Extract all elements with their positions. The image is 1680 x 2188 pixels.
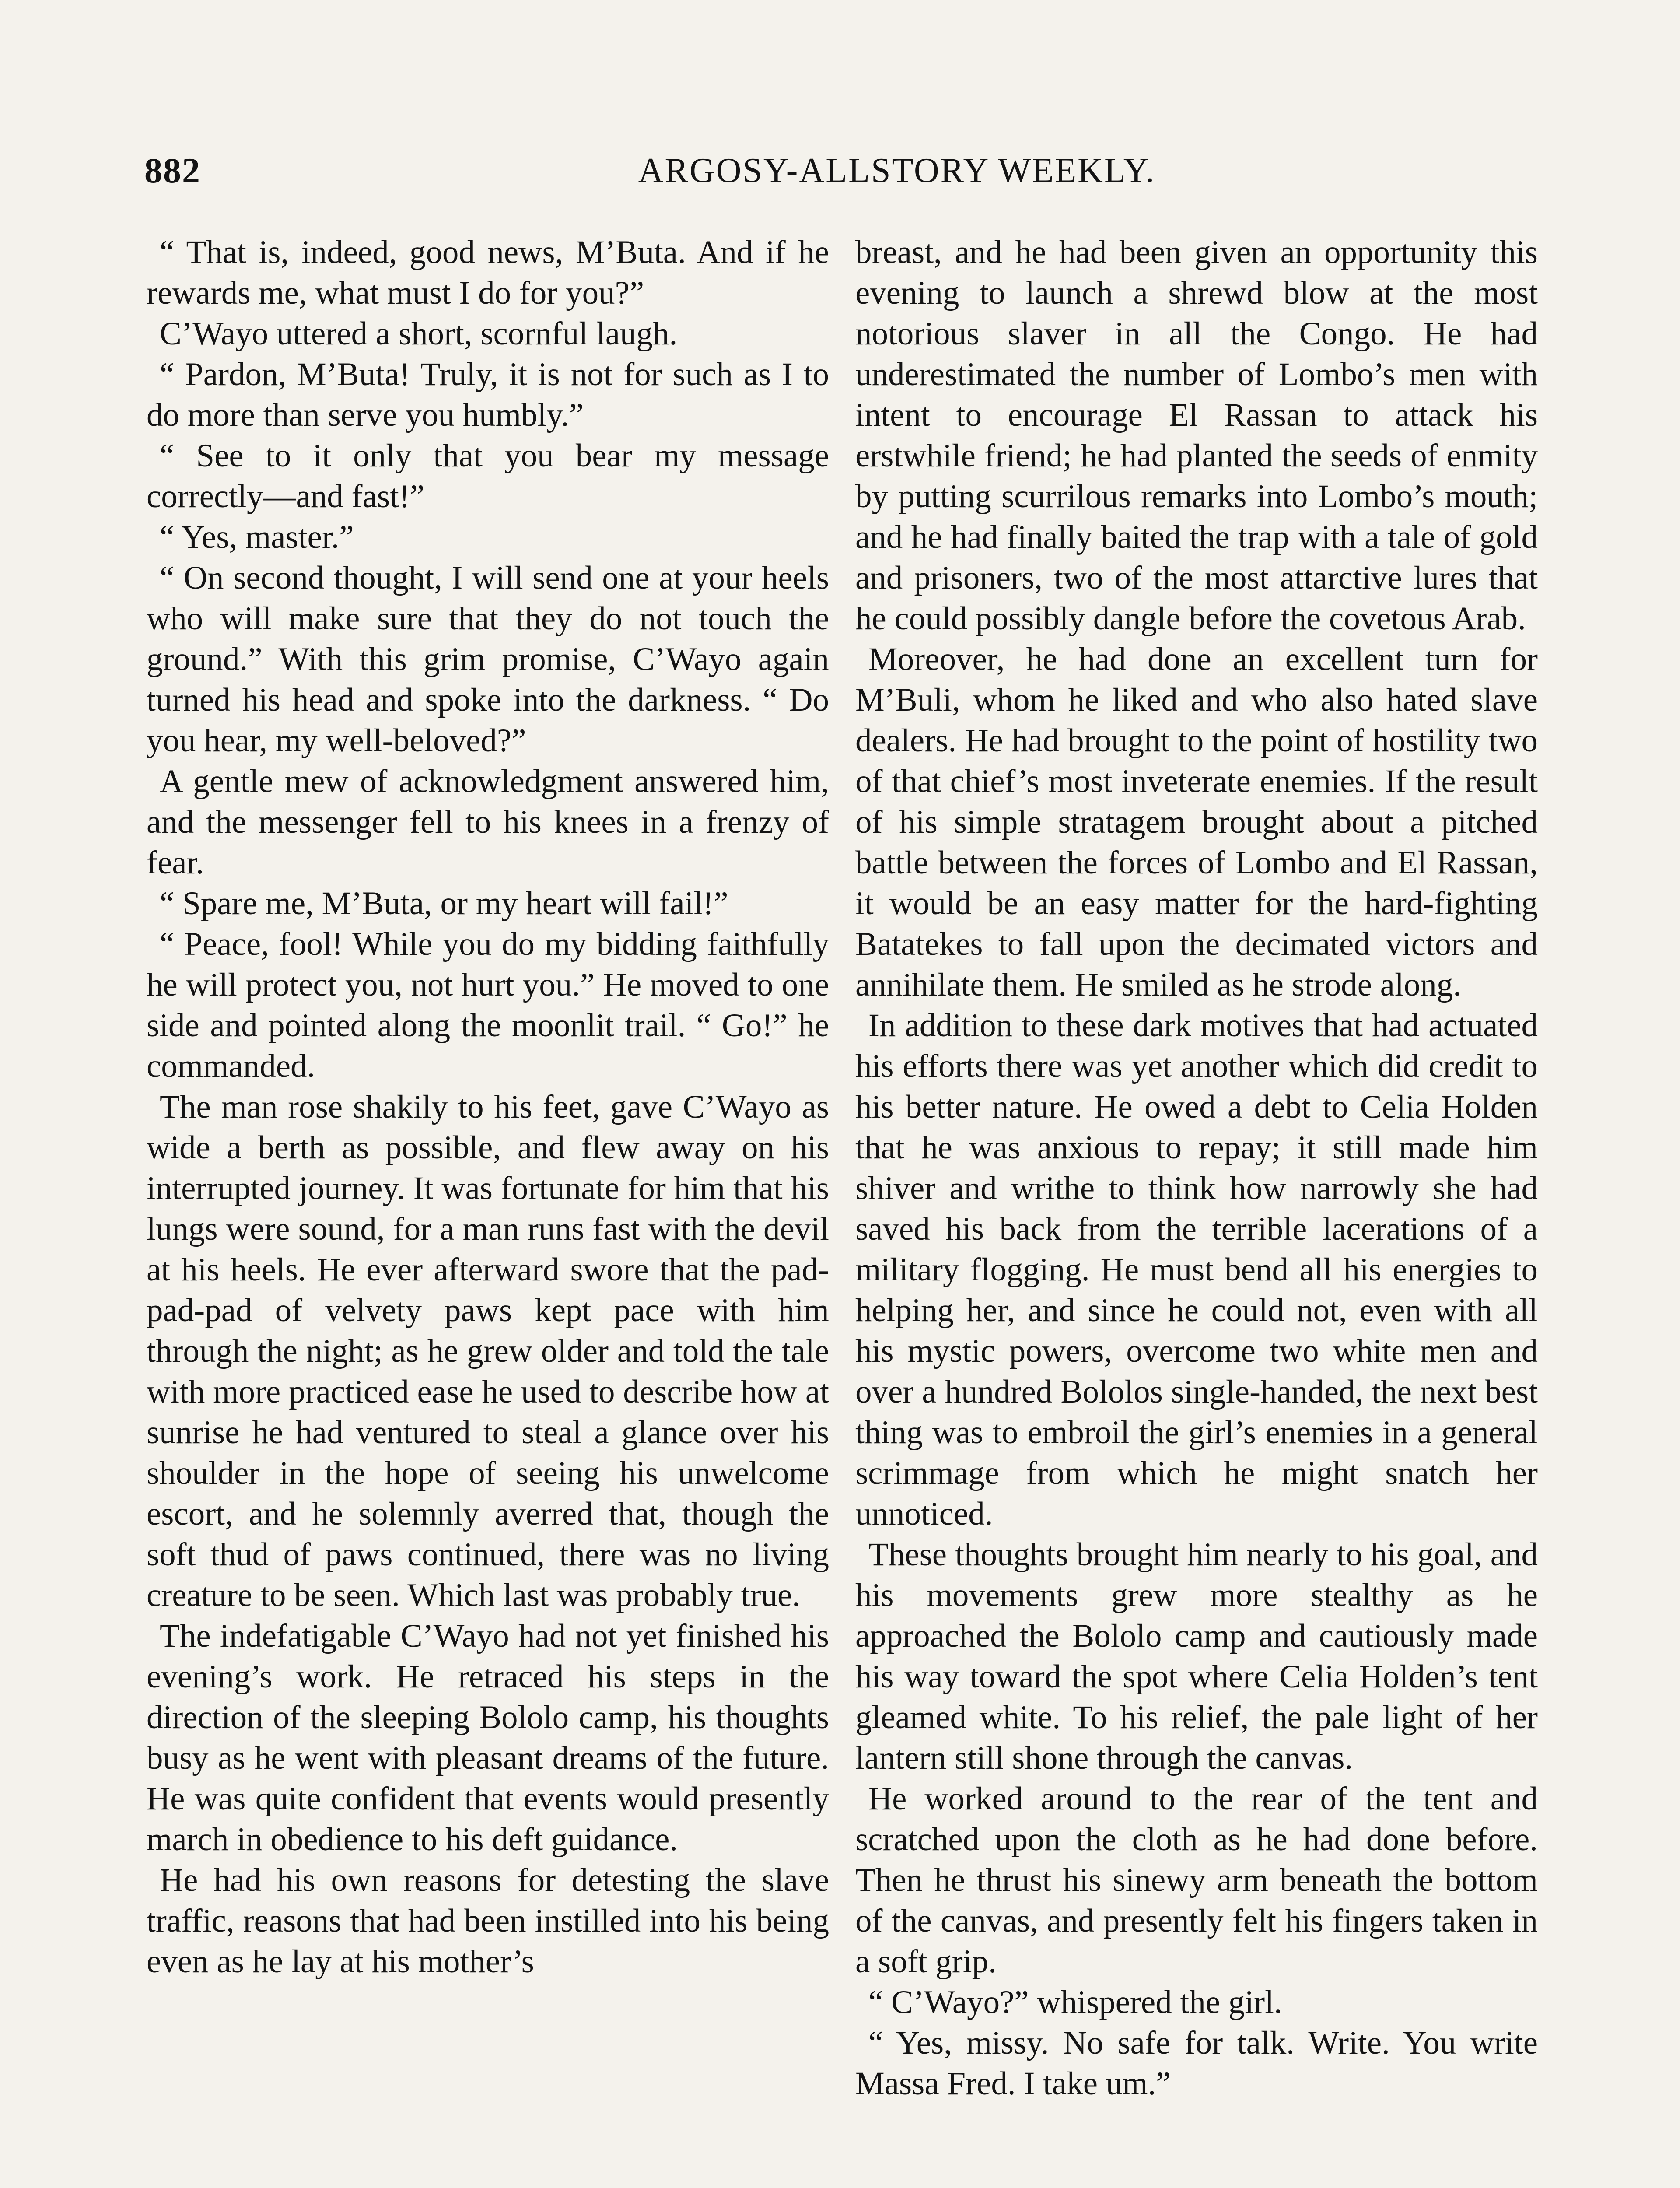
paragraph: The indefatigable C’Wayo had not yet finished his evening’s work. He retraced his steps in the direction of the sleeping Bololo camp, his thoughts busy as he went with pleasant dreams of the future. He was quite confident that events would presently march in obedience to his deft guidance.	[147, 1618, 829, 1858]
paragraph: breast, and he had been given an opportunity this evening to launch a shrewd blow at the most notorious slaver in all the Congo. He had underestimated the number of Lombo’s men with intent to encourage El Rassan to attack his erstwhile friend; he had planted the seeds of enmity by putting scurrilous remarks into Lombo’s mouth; and he had finally baited the trap with a tale of gold and prisoners, two of the most attarctive lures that he could possibly dangle before the covetous Arab.	[855, 234, 1538, 637]
paragraph: In addition to these dark motives that had actuated his efforts there was yet another which did credit to his better nature. He owed a debt to Celia Holden that he was anxious to repay; it still made him shiver and writhe to think how narrowly she had saved his back from the terrible lacerations of a military flogging. He must bend all his energies to helping her, and since he could not, even with all his mystic powers, overcome two white men and over a hundred Bololos single-handed, the next best thing was to embroil the girl’s enemies in a general scrimmage from which he might snatch her unnoticed.	[855, 1007, 1538, 1532]
left-column	[147, 232, 829, 1982]
paragraph: “ See to it only that you bear my message correctly—and fast!”	[147, 438, 829, 515]
paragraph: “ Yes, master.”	[160, 519, 354, 555]
page-header	[144, 144, 1649, 197]
page-number: 882	[144, 151, 201, 190]
paragraph: “ Pardon, M’Buta! Truly, it is not for such as I to do more than serve you humbly.”	[147, 356, 829, 433]
paragraph: He had his own reasons for detesting the slave traffic, reasons that had been instilled into his being even as he lay at his mother’s	[147, 1862, 829, 1980]
right-column	[855, 232, 1538, 2104]
paragraph: The man rose shakily to his feet, gave C’Wayo as wide a berth as possible, and flew away on his interrupted journey. It was fortunate for him that his lungs were sound, for a man runs fast with the devil at his heels. He ever afterward swore that the pad-pad-pad of velvety paws kept pace with him through the night; as he grew older and told the tale with more practiced ease he used to describe how at sunrise he had ventured to steal a glance over his shoulder in the hope of seeing his unwelcome escort, and he solemnly averred that, though the soft thud of paws continued, there was no living creature to be seen. Which last was probably true.	[147, 1089, 829, 1613]
paragraph: He worked around to the rear of the tent and scratched upon the cloth as he had done before. Then he thrust his sinewy arm beneath the bottom of the canvas, and presently felt his fingers taken in a soft grip.	[855, 1781, 1538, 1980]
paragraph: “ That is, indeed, good news, M’Buta. And if he rewards me, what must I do for you?”	[147, 234, 829, 311]
paragraph: “ On second thought, I will send one at your heels who will make sure that they do not touch the ground.” With this grim promise, C’Wayo again turned his head and spoke into the darkness. “ Do you hear, my well-beloved?”	[147, 560, 829, 759]
paragraph: “ C’Wayo?” whispered the girl.	[868, 1984, 1282, 2020]
paragraph: Moreover, he had done an excellent turn for M’Buli, whom he liked and who also hated slave dealers. He had brought to the point of hostility two of that chief’s most inveterate enemies. If the result of his simple stratagem brought about a pitched battle between the forces of Lombo and El Rassan, it would be an easy matter for the hard-fighting Batatekes to fall upon the decimated victors and annihilate them. He smiled as he strode along.	[855, 641, 1538, 1003]
paragraph: “ Peace, fool! While you do my bidding faithfully he will protect you, not hurt you.” He moved to one side and pointed along the moonlit trail. “ Go!” he commanded.	[147, 926, 829, 1084]
paragraph: “ Yes, missy. No safe for talk. Write. You write Massa Fred. I take um.”	[855, 2025, 1538, 2102]
paragraph: These thoughts brought him nearly to his goal, and his movements grew more stealthy as he approached the Bololo camp and cautiously made his way toward the spot where Celia Holden’s tent gleamed white. To his relief, the pale light of her lantern still shone through the canvas.	[855, 1536, 1538, 1776]
paragraph: “ Spare me, M’Buta, or my heart will fail!”	[160, 885, 728, 922]
paragraph: A gentle mew of acknowledgment answered him, and the messenger fell to his knees in a frenzy of fear.	[147, 763, 829, 881]
paragraph: C’Wayo uttered a short, scornful laugh.	[160, 316, 678, 352]
running-head: ARGOSY-ALLSTORY WEEKLY.	[638, 151, 1156, 190]
